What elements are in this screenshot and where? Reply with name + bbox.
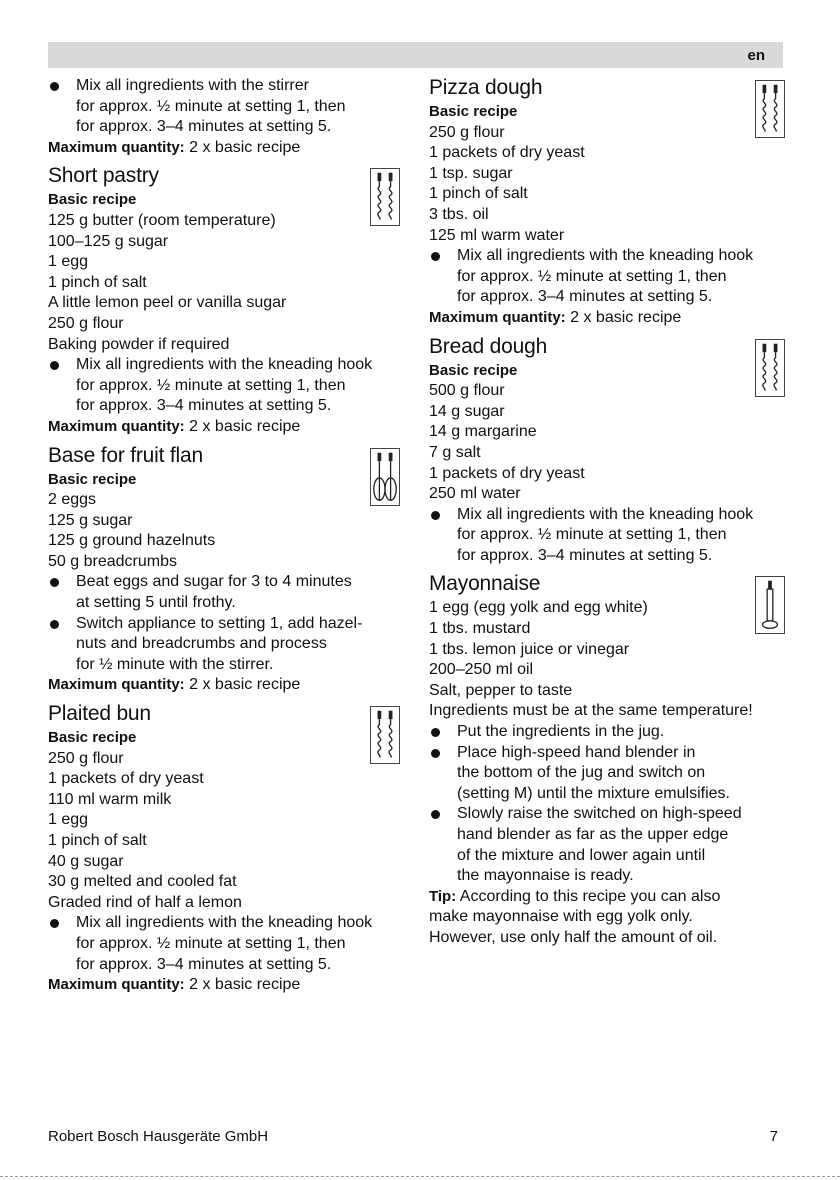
ingredient-line: Baking powder if required (48, 335, 230, 353)
tip-text: According to this recipe you can also (456, 887, 721, 905)
bullet-line: at setting 5 until frothy. (76, 594, 236, 612)
bullet-line: the mayonnaise is ready. (457, 867, 634, 885)
ingredient-line: 500 g flour (429, 382, 505, 400)
bullet-item (48, 355, 400, 417)
kneading-hook-icon (755, 80, 785, 138)
max-quantity-value: 2 x basic recipe (184, 976, 301, 994)
bullet-dot-icon (50, 361, 59, 370)
recipe-title: Base for fruit flan (48, 443, 203, 467)
max-quantity (48, 138, 400, 159)
bullet-line: for approx. ½ minute at setting 1, then (76, 934, 346, 952)
ingredient-line: 30 g melted and cooled fat (48, 873, 237, 891)
stirrer-icon (370, 448, 400, 506)
tip-label: Tip: (429, 887, 457, 905)
bullet-line: for ½ minute with the stirrer. (76, 655, 274, 673)
bullet-dot-icon (431, 511, 440, 520)
bullet-dot-icon (50, 620, 59, 629)
ingredient-line: 100–125 g sugar (48, 232, 169, 250)
recipe-title: Bread dough (429, 334, 548, 358)
kneading-hook-icon (755, 339, 785, 397)
left-column (48, 76, 400, 996)
ingredient-line: 125 g sugar (48, 511, 133, 529)
tip-line (429, 928, 785, 949)
kneading-hook-icon (370, 706, 400, 764)
bullet-line: Place high-speed hand blender in (457, 743, 696, 761)
ingredient-line: 1 egg (48, 811, 89, 829)
ingredient-line: 2 eggs (48, 491, 97, 509)
recipe-section (48, 164, 400, 437)
recipe-subhead: Basic recipe (429, 103, 518, 120)
ingredient-line: 1 pinch of salt (48, 832, 147, 849)
recipe-title: Pizza dough (429, 76, 543, 99)
bullet-dot-icon (431, 810, 440, 819)
ingredient-line: 110 ml warm milk (48, 790, 172, 808)
bullet-item (429, 505, 785, 567)
crop-marks (0, 1176, 840, 1177)
bullet-dot-icon (50, 82, 59, 91)
bullet-item (429, 743, 785, 805)
bullet-line: Switch appliance to setting 1, add hazel- (76, 614, 363, 632)
bullet-line: Mix all ingredients with the kneading hook (76, 914, 373, 932)
recipe-subhead: Basic recipe (48, 191, 137, 209)
recipe-subhead: Basic recipe (429, 361, 518, 379)
max-quantity-label: Maximum quantity: (48, 676, 185, 694)
max-quantity-label: Maximum quantity: (48, 976, 185, 994)
bullet-item (48, 913, 400, 975)
bullet-line: for approx. 3–4 minutes at setting 5. (457, 546, 713, 564)
max-quantity-label: Maximum quantity: (48, 138, 185, 156)
tip-block (429, 887, 785, 949)
bullet-line: Mix all ingredients with the stirrer (76, 77, 309, 94)
max-quantity-value: 2 x basic recipe (565, 308, 682, 326)
ingredient-line: 1 egg (egg yolk and egg white) (429, 599, 648, 617)
ingredient-line: 14 g sugar (429, 402, 505, 420)
recipe-section (48, 702, 400, 996)
max-quantity-value: 2 x basic recipe (184, 417, 301, 435)
bullet-dot-icon (431, 749, 440, 758)
max-quantity-value: 2 x basic recipe (184, 676, 301, 694)
bullet-line: the bottom of the jug and switch on (457, 764, 706, 782)
bullet-line: for approx. 3–4 minutes at setting 5. (76, 955, 332, 973)
footer-company: Robert Bosch Hausgeräte GmbH (48, 1128, 269, 1145)
ingredient-line: 1 pinch of salt (429, 185, 528, 203)
bullet-item (429, 804, 785, 886)
ingredient-line: 250 ml water (429, 485, 521, 503)
max-quantity-label: Maximum quantity: (48, 417, 185, 435)
page-number: 7 (769, 1128, 778, 1145)
ingredient-line: 250 g flour (48, 314, 124, 332)
ingredient-line: 50 g breadcrumbs (48, 552, 177, 570)
bullet-line: Mix all ingredients with the kneading hook (457, 505, 754, 523)
max-quantity (48, 975, 400, 996)
ingredient-line: 14 g margarine (429, 423, 537, 441)
tip-text: make mayonnaise with egg yolk only. (429, 908, 693, 926)
bullet-line: for approx. 3–4 minutes at setting 5. (76, 397, 332, 415)
ingredient-line: 3 tbs. oil (429, 205, 489, 223)
ingredient-line: Salt, pepper to taste (429, 681, 573, 699)
bullet-line: Mix all ingredients with the kneading hook (457, 247, 754, 265)
bullet-line: for approx. ½ minute at setting 1, then (457, 526, 727, 544)
ingredient-line: 1 egg (48, 253, 89, 271)
ingredient-line: 40 g sugar (48, 852, 124, 870)
language-tag: en (747, 47, 765, 64)
ingredient-line: 125 ml warm water (429, 226, 565, 244)
ingredient-line: 250 g flour (429, 123, 505, 141)
header-bar (48, 42, 783, 68)
recipe-title: Plaited bun (48, 702, 151, 726)
max-quantity (48, 675, 400, 696)
bullet-dot-icon (50, 578, 59, 587)
bullet-item (429, 246, 785, 308)
bullet-line: hand blender as far as the upper edge (457, 826, 729, 843)
max-quantity (48, 417, 400, 438)
max-quantity-value: 2 x basic recipe (184, 138, 301, 156)
bullet-line: for approx. 3–4 minutes at setting 5. (76, 118, 332, 136)
recipe-subhead: Basic recipe (48, 470, 137, 488)
ingredient-line: 1 pinch of salt (48, 273, 147, 291)
ingredient-line: A little lemon peel or vanilla sugar (48, 294, 287, 312)
max-quantity-label: Maximum quantity: (429, 308, 566, 326)
bullet-line: for approx. 3–4 minutes at setting 5. (457, 288, 713, 306)
bullet-line: Slowly raise the switched on high-speed (457, 805, 742, 823)
bullet-line: Mix all ingredients with the kneading hook (76, 356, 373, 374)
bullet-item (429, 722, 785, 743)
bullet-item (48, 614, 400, 676)
ingredient-line: 1 packets of dry yeast (429, 464, 585, 482)
right-column (429, 76, 785, 949)
ingredient-line: 125 g ground hazelnuts (48, 532, 216, 550)
ingredient-line: 125 g butter (room temperature) (48, 211, 276, 229)
bullet-line: nuts and breadcrumbs and process (76, 635, 327, 653)
bullet-item (48, 572, 400, 613)
bullet-line: for approx. ½ minute at setting 1, then (76, 376, 346, 394)
ingredient-line: 200–250 ml oil (429, 661, 534, 679)
ingredient-line: Ingredients must be at the same temperature! (429, 702, 753, 720)
ingredient-line: 1 packets of dry yeast (48, 770, 204, 788)
recipe-title: Mayonnaise (429, 572, 541, 596)
ingredient-line: 1 tbs. mustard (429, 620, 531, 638)
max-quantity (429, 308, 785, 329)
recipe-section (48, 444, 400, 697)
bullet-line: (setting M) until the mixture emulsifies. (457, 784, 730, 802)
intro-block (48, 76, 400, 158)
tip-line (429, 907, 785, 928)
bullet-item (48, 76, 400, 138)
ingredient-line: 1 packets of dry yeast (429, 144, 585, 162)
ingredient-line: 7 g salt (429, 443, 481, 461)
recipe-section (429, 76, 785, 329)
hand-blender-icon (755, 576, 785, 634)
bullet-dot-icon (50, 919, 59, 928)
ingredient-line: 250 g flour (48, 749, 124, 767)
ingredient-line: Graded rind of half a lemon (48, 893, 242, 911)
ingredient-line: 1 tsp. sugar (429, 164, 513, 182)
recipe-subhead: Basic recipe (48, 729, 137, 747)
bullet-line: Beat eggs and sugar for 3 to 4 minutes (76, 573, 352, 591)
ingredient-line: 1 tbs. lemon juice or vinegar (429, 640, 630, 658)
recipe-title: Short pastry (48, 164, 159, 188)
recipe-section (429, 572, 785, 948)
bullet-dot-icon (431, 728, 440, 737)
bullet-line: Put the ingredients in the jug. (457, 723, 665, 741)
kneading-hook-icon (370, 168, 400, 226)
tip-line (429, 887, 785, 908)
bullet-line: for approx. ½ minute at setting 1, then (457, 267, 727, 285)
bullet-line: of the mixture and lower again until (457, 846, 706, 864)
bullet-dot-icon (431, 252, 440, 261)
recipe-section (429, 335, 785, 567)
bullet-line: for approx. ½ minute at setting 1, then (76, 97, 346, 115)
tip-text: However, use only half the amount of oil. (429, 928, 718, 946)
